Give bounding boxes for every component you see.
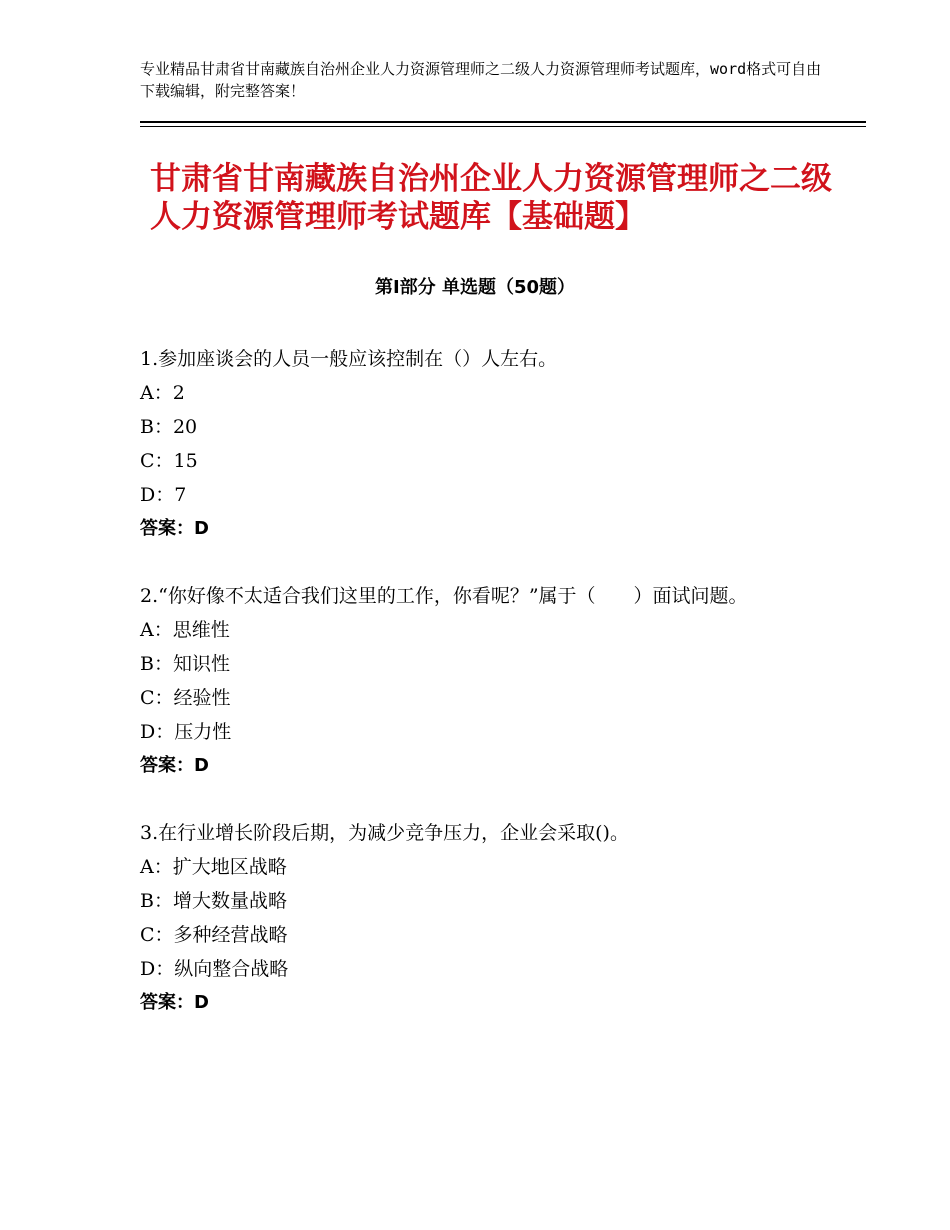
question-2 [140,579,820,783]
question-3 [140,816,820,1020]
header-note: 专业精品甘肃省甘南藏族自治州企业人力资源管理师之二级人力资源管理师考试题库，word格式可自由下载编辑，附完整答案！ [140,60,822,100]
question-stem: 2.“你好像不太适合我们这里的工作，你看呢？”属于（ ）面试问题。 [140,585,748,607]
question-list [140,342,820,1053]
option-b: B：20 [140,416,198,438]
option-a: A：扩大地区战略 [140,856,287,878]
option-c: C：经验性 [140,687,231,709]
section-heading: 第Ⅰ部分 单选题（50题） [374,277,575,298]
option-d: D：纵向整合战略 [140,958,289,980]
option-b: B：知识性 [140,653,230,675]
header-rule-thin [140,126,866,127]
question-stem: 1.参加座谈会的人员一般应该控制在（）人左右。 [140,348,558,370]
answer: 答案：D [140,518,209,539]
header-rule-thick [140,121,866,123]
document-title: 甘肃省甘南藏族自治州企业人力资源管理师之二级人力资源管理师考试题库【基础题】 [150,161,832,235]
option-a: A：思维性 [140,619,230,641]
question-1 [140,342,820,546]
option-c: C：多种经营战略 [140,924,288,946]
option-d: D：7 [140,484,187,506]
option-a: A：2 [140,382,185,404]
option-d: D：压力性 [140,721,232,743]
option-b: B：增大数量战略 [140,890,287,912]
answer: 答案：D [140,755,209,776]
answer: 答案：D [140,992,209,1013]
question-stem: 3.在行业增长阶段后期，为减少竞争压力，企业会采取()。 [140,822,629,844]
option-c: C：15 [140,450,198,472]
